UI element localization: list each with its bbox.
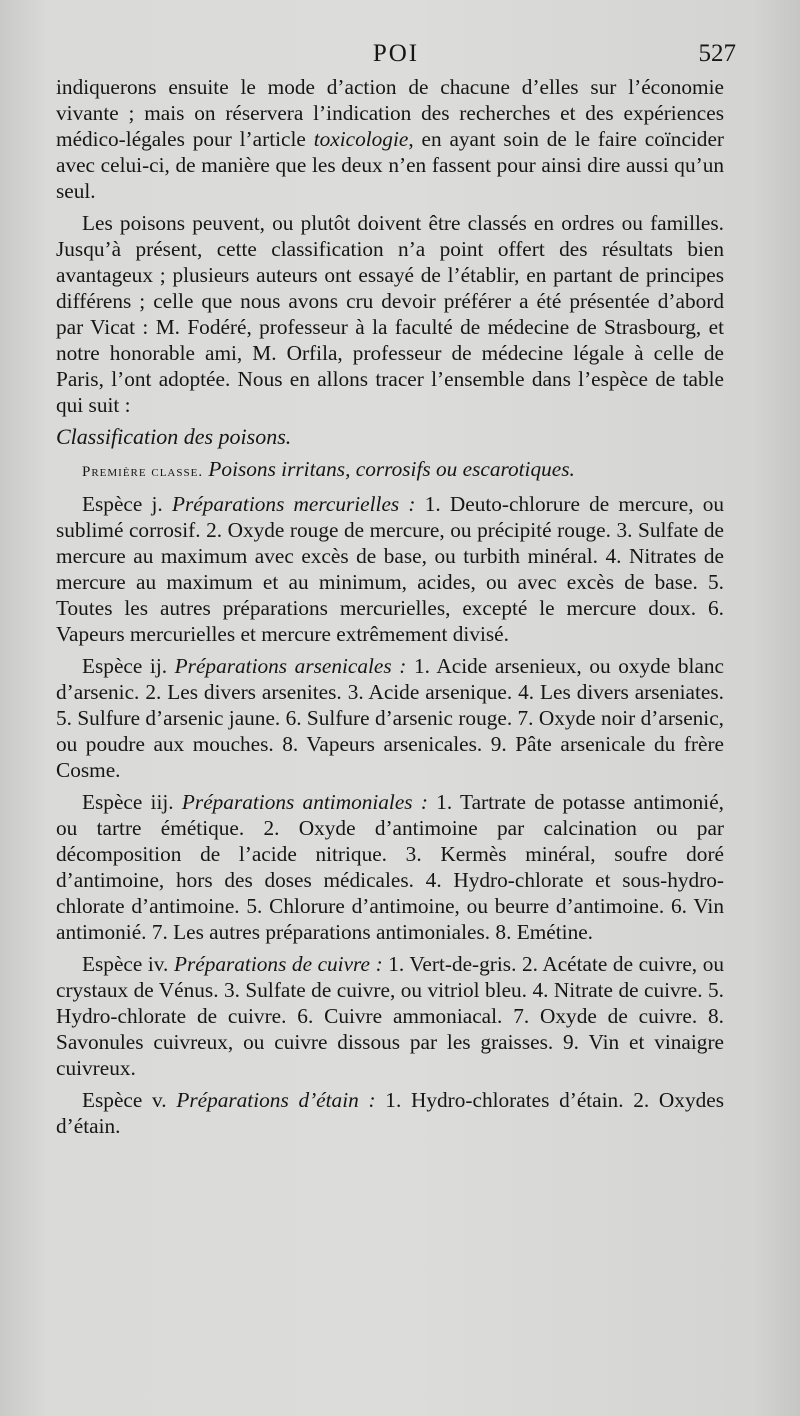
species-title: Préparations arsenicales : <box>174 654 407 678</box>
page-body <box>56 74 724 1139</box>
species-title: Préparations de cuivre : <box>173 952 383 976</box>
class-heading <box>56 456 724 485</box>
paragraph-text: indiquerons ensuite le mode d’action de chacune d’elles sur l’économie vivante ; mais on réservera l’indication des recherches et des expériences médico-légales pour l’article <box>56 75 724 151</box>
species-title: Préparations antimoniales : <box>181 790 428 814</box>
species-text: 1. Hydro-chlorates d’étain. 2. Oxydes d’étain. <box>56 1088 724 1138</box>
species-entry <box>56 1087 724 1139</box>
paragraph-intro-continued <box>56 74 724 204</box>
species-entry <box>56 491 724 647</box>
species-entry <box>56 951 724 1081</box>
species-label: Espèce j. <box>82 492 163 516</box>
section-title: Classification des poisons. <box>56 424 292 449</box>
species-text: 1. Vert-de-gris. 2. Acétate de cuivre, ou crystaux de Vénus. 3. Sulfate de cuivre, ou vitriol bleu. 4. Nitrate de cuivre. 5. Hydro-chlorate de cuivre. 6. Cuivre ammoniacal. 7. Oxyde de cuivre. 8. Savonules cuivreux, ou cuivre dissous par les graisses. 9. Vin et vinaigre cuivreux. <box>56 952 724 1080</box>
paragraph-classification-intro: Les poisons peuvent, ou plutôt doivent être classés en ordres ou familles. Jusqu’à présent, cette classification n’a point offert des résultats bien avantageux ; plusieurs auteurs ont essayé de l’établir, en partant de principes différens ; celle que nous avons cru devoir préférer a été présentée d’abord par Vicat : M. Fodéré, professeur à la faculté de médecine de Strasbourg, et notre honorable ami, M. Orfila, professeur de médecine légale à celle de Paris, l’ont adoptée. Nous en allons tracer l’ensemble dans l’espèce de table qui suit : <box>56 211 724 417</box>
species-title: Préparations d’étain : <box>176 1088 376 1112</box>
species-label: Espèce v. <box>82 1088 167 1112</box>
species-title: Préparations mercurielles : <box>171 492 416 516</box>
species-label: Espèce ij. <box>82 654 168 678</box>
page-number: 527 <box>698 40 736 67</box>
species-label: Espèce iv. <box>82 952 169 976</box>
species-text: 1. Tartrate de potasse antimonié, ou tartre émétique. 2. Oxyde d’antimoine par calcination ou par décomposition de l’acide nitrique. 3. Kermès minéral, soufre doré d’antimoine, hors des doses médicales. 4. Hydro-chlorate et sous-hydro-chlorate d’antimoine. 5. Chlorure d’antimoine, ou beurre d’antimoine. 6. Vin antimonié. 7. Les autres préparations antimoniales. 8. Emétine. <box>56 790 724 944</box>
paragraph-text: , en ayant soin de le faire coïncider avec celui-ci, de manière que les deux n’en fassent pour ainsi dire aussi qu’un seul. <box>56 127 725 203</box>
class-title: Poisons irritans, corrosifs ou escarotiques. <box>208 457 575 481</box>
species-label: Espèce iij. <box>82 790 174 814</box>
class-label: Première classe. <box>82 464 204 480</box>
species-entry <box>56 789 724 945</box>
species-entry <box>56 653 724 783</box>
running-head: POI <box>372 40 420 67</box>
species-text: 1. Acide arsenieux, ou oxyde blanc d’arsenic. 2. Les divers arsenites. 3. Acide arsenique. 4. Les divers arseniates. 5. Sulfure d’arsenic jaune. 6. Sulfure d’arsenic rouge. 7. Oxyde noir d’arsenic, ou poudre aux mouches. 8. Vapeurs arsenicales. 9. Pâte arsenicale du frère Cosme. <box>56 654 724 782</box>
species-text: 1. Deuto-chlorure de mercure, ou sublimé corrosif. 2. Oxyde rouge de mercure, ou précipité rouge. 3. Sulfate de mercure au maximum avec excès de base, ou turbith minéral. 4. Nitrates de mercure au maximum et au minimum, acides, ou avec excès de base. 5. Toutes les autres préparations mercurielles, excepté le mercure doux. 6. Vapeurs mercurielles et mercure extrêmement divisé. <box>56 492 725 646</box>
term-toxicologie: toxicologie <box>313 127 409 151</box>
